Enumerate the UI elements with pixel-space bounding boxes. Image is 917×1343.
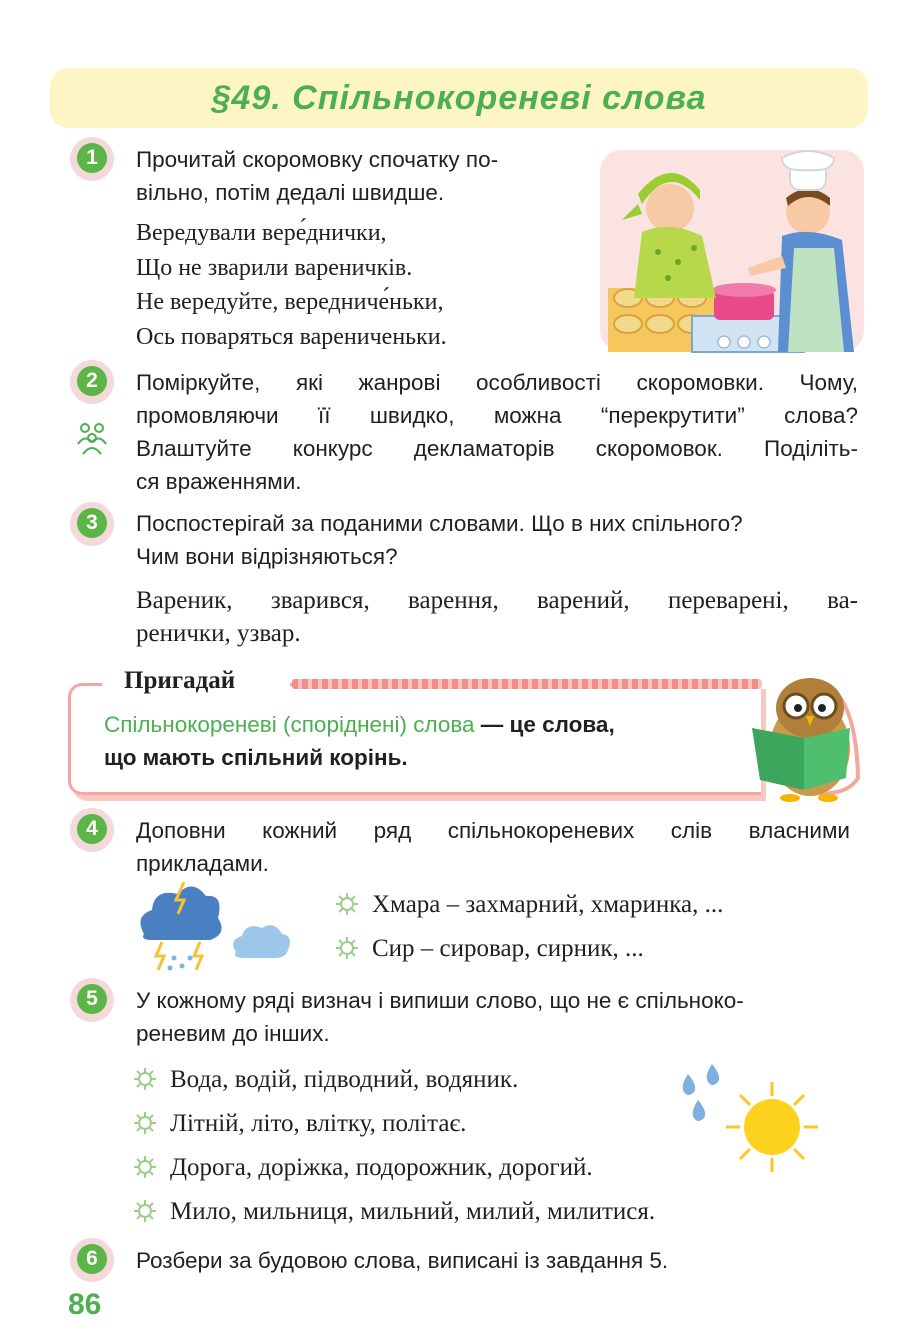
task4-instruction-line: Доповни кожний ряд спільнокореневих слів власними	[136, 818, 850, 843]
task5-row: Вода, водій, підводний, водяник.	[170, 1066, 519, 1093]
flower-bullet-icon	[132, 1110, 158, 1136]
task5-instruction-line: реневим до інших.	[136, 1021, 330, 1046]
storm-cloud-illustration	[134, 878, 294, 974]
task2-line: Влаштуйте конкурс декламаторів скоромовок. Поділіть-	[136, 436, 858, 461]
task-number: 3	[77, 508, 107, 538]
children-cooking-illustration	[598, 148, 866, 354]
task5-row: Дорога, доріжка, подорожник, дорогий.	[170, 1154, 593, 1181]
task3-words-line: Вареник, зварився, варення, варений, переварені, ва-	[136, 587, 858, 614]
flower-bullet-icon	[132, 1198, 158, 1224]
task2-line: Поміркуйте, які жанрові особливості скоромовки. Чому,	[136, 370, 858, 395]
task3-instruction	[136, 507, 743, 573]
task5-instruction-line: У кожному ряді визнач і випиши слово, що не є спільноко-	[136, 988, 744, 1013]
flower-bullet-icon	[334, 935, 360, 961]
group-work-icon	[74, 420, 110, 456]
poem-line: Не вередуйте, вередниче́ньки,	[136, 289, 444, 315]
task-number: 5	[77, 984, 107, 1014]
task-number-badge	[70, 502, 114, 546]
task3-instruction-line: Чим вони відрізняються?	[136, 544, 398, 569]
remember-heading: Пригадай	[124, 667, 236, 694]
task-number: 4	[77, 814, 107, 844]
task1-instruction-line: Прочитай скоромовку спочатку по-	[136, 147, 499, 172]
task-number-badge	[70, 1238, 114, 1282]
task1-instruction-line: вільно, потім дедалі швидше.	[136, 180, 445, 205]
task4-instruction-line: прикладами.	[136, 851, 269, 876]
task3-words-line: ренички, узвар.	[136, 620, 301, 647]
water-drops-and-sun-illustration	[674, 1060, 824, 1180]
task5-instruction	[136, 984, 744, 1050]
task6-instruction: Розбери за будовою слова, виписані із завдання 5.	[136, 1248, 669, 1273]
task-number-badge	[70, 978, 114, 1022]
definition-text: — це слова,	[474, 712, 615, 737]
task3-instruction-line: Поспостерігай за поданими словами. Що в них спільного?	[136, 511, 743, 536]
task4-row: Хмара – захмарний, хмаринка, ...	[372, 891, 724, 918]
task-number-badge	[70, 808, 114, 852]
page-number: 86	[68, 1288, 102, 1321]
flower-bullet-icon	[334, 891, 360, 917]
remember-stripe	[292, 679, 762, 689]
task2-text	[136, 366, 858, 465]
task5-row: Літній, літо, влітку, політає.	[170, 1110, 467, 1137]
flower-bullet-icon	[132, 1066, 158, 1092]
task2-line: ся враженнями.	[136, 469, 302, 494]
poem-line: Вередували вере́днички,	[136, 220, 387, 246]
poem-line: Що не зварили вареничків.	[136, 254, 413, 281]
flower-bullet-icon	[132, 1154, 158, 1180]
task-number-badge	[70, 360, 114, 404]
definition-line-2: що мають спільний корінь.	[104, 745, 408, 770]
task5-row: Мило, мильниця, мильний, милий, милитися.	[170, 1198, 656, 1225]
task-number: 6	[77, 1244, 107, 1274]
task1-instruction	[136, 143, 498, 209]
owl-reading-book-illustration	[746, 668, 864, 804]
tongue-twister-poem	[136, 216, 447, 354]
page-title: §49. Спільнокореневі слова	[211, 79, 707, 117]
remember-definition	[104, 708, 615, 774]
poem-line: Ось поваряться варениченьки.	[136, 323, 447, 350]
task-number: 1	[77, 143, 107, 173]
task2-line: промовляючи її швидко, можна “перекрутити” слова?	[136, 403, 858, 428]
task-number: 2	[77, 366, 107, 396]
task-number-badge	[70, 137, 114, 181]
task4-row: Сир – сировар, сирник, ...	[372, 935, 644, 962]
definition-term: Спільнокореневі (споріднені) слова	[104, 712, 475, 737]
definition-line-1	[104, 708, 615, 741]
